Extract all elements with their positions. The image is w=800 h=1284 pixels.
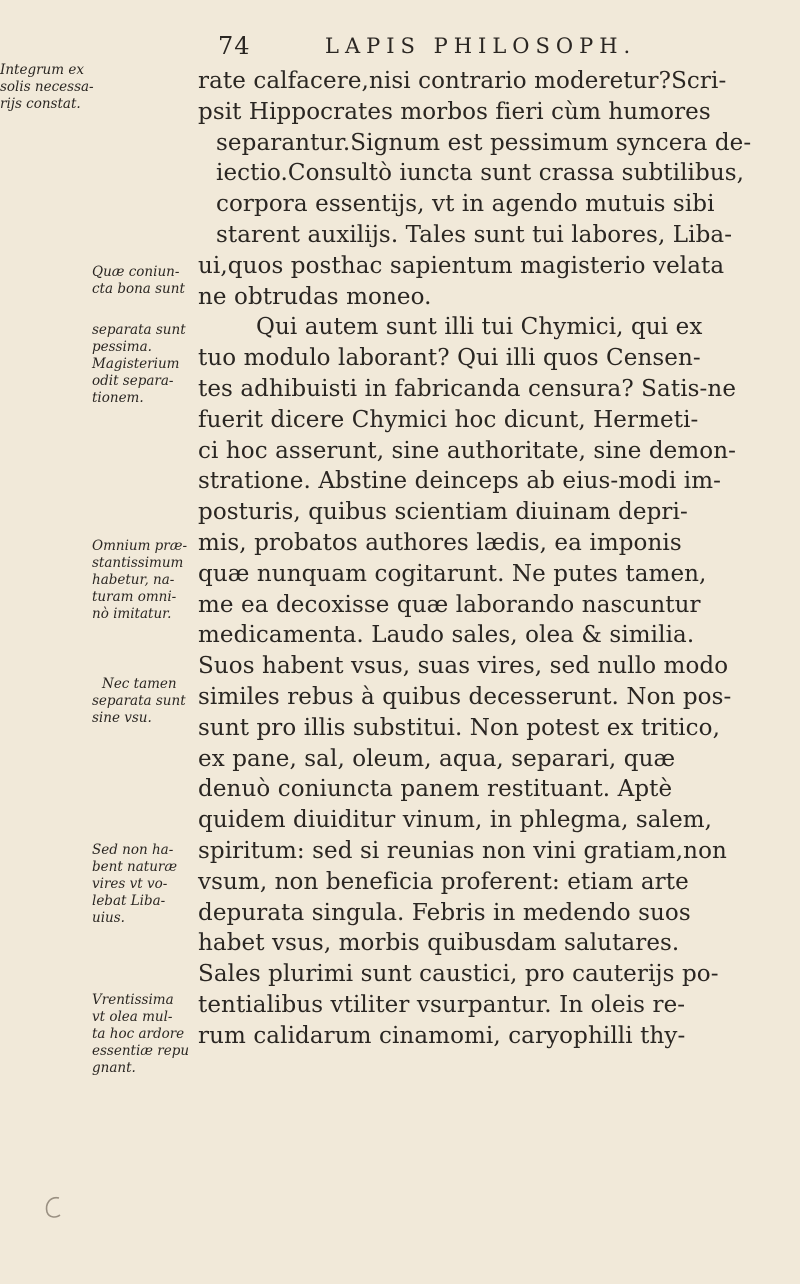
margin-line: odit separa- xyxy=(92,373,174,389)
text-line: vsum, non beneficia proferent: etiam arte xyxy=(198,868,689,895)
text-line: similes rebus à quibus decesserunt. Non pos- xyxy=(198,683,732,710)
text-line: Sales plurimi sunt caustici, pro cauterijs po- xyxy=(198,961,719,988)
text-line: rate calfacere,nisi contrario moderetur?Scri- xyxy=(198,68,727,94)
text-line: stratione. Abstine deinceps ab eius-modi im- xyxy=(198,468,722,495)
margin-line: cta bona sunt xyxy=(92,281,185,297)
margin-line: solis necessa- xyxy=(0,79,94,95)
text-line: denuò coniuncta panem restituant. Aptè xyxy=(198,776,673,803)
margin-note xyxy=(92,538,232,623)
text-line: ne obtrudas moneo. xyxy=(198,283,432,310)
text-line: separantur.Signum est pessimum syncera de- xyxy=(216,129,752,156)
margin-line: Integrum ex xyxy=(0,62,84,78)
text-line: ex pane, sal, oleum, aqua, separari, quæ xyxy=(198,745,676,772)
text-line: corpora essentijs, vt in agendo mutuis sibi xyxy=(216,191,715,218)
stray-mark-icon xyxy=(42,1192,64,1222)
text-line: quæ nunquam cogitarunt. Ne putes tamen, xyxy=(198,560,707,587)
margin-line: Magisterium xyxy=(92,356,180,372)
margin-line: lebat Liba- xyxy=(92,893,166,909)
text-line: depurata singula. Febris in medendo suos xyxy=(198,899,691,926)
margin-line: tionem. xyxy=(92,390,144,406)
margin-line: Omnium præ- xyxy=(92,538,188,554)
margin-note xyxy=(92,264,232,298)
text-line: medicamenta. Laudo sales, olea & similia. xyxy=(198,622,695,649)
margin-line: ta hoc ardore xyxy=(92,1026,185,1042)
margin-line: Nec tamen xyxy=(102,676,177,692)
margin-line: gnant. xyxy=(92,1060,136,1076)
text-line: sunt pro illis substitui. Non potest ex tritico, xyxy=(198,714,720,741)
margin-line: turam omni- xyxy=(92,589,177,605)
margin-line: habetur, na- xyxy=(92,572,175,588)
text-line: tuo modulo laborant? Qui illi quos Censen- xyxy=(198,345,701,372)
margin-line: rijs constat. xyxy=(0,96,81,112)
text-line: Suos habent vsus, suas vires, sed nullo modo xyxy=(198,653,729,680)
margin-line: vt olea mul- xyxy=(92,1009,173,1025)
margin-line: stantissimum xyxy=(92,555,184,571)
margin-line: pessima. xyxy=(92,339,152,355)
text-line: tes adhibuisti in fabricanda censura? Satis-ne xyxy=(198,375,737,402)
text-line: starent auxilijs. Tales sunt tui labores, Liba- xyxy=(216,221,733,248)
margin-line: uius. xyxy=(92,910,125,926)
margin-line: sine vsu. xyxy=(92,710,152,726)
text-line: me ea decoxisse quæ laborando nascuntur xyxy=(198,591,701,618)
main-text xyxy=(198,66,770,1052)
margin-line: bent naturæ xyxy=(92,859,178,875)
text-line: spiritum: sed si reunias non vini gratiam,non xyxy=(198,837,727,864)
running-head: LAPIS PHILOSOPH. xyxy=(325,34,637,58)
margin-line: Sed non ha- xyxy=(92,842,174,858)
margin-line: vires vt vo- xyxy=(92,876,168,892)
text-line: ui,quos posthac sapientum magisterio velata xyxy=(198,252,725,279)
margin-note xyxy=(92,992,232,1077)
margin-line: Vrentissima xyxy=(92,992,174,1008)
text-line: rum calidarum cinamomi, caryophilli thy- xyxy=(198,1022,686,1049)
text-line: habet vsus, morbis quibusdam salutares. xyxy=(198,930,680,957)
text-line: quidem diuiditur vinum, in phlegma, salem, xyxy=(198,807,713,834)
margin-line: separata sunt xyxy=(92,693,186,709)
page-number: 74 xyxy=(218,32,251,60)
margin-note xyxy=(92,842,232,927)
margin-line: separata sunt xyxy=(92,322,186,338)
text-line: tentialibus vtiliter vsurpantur. In oleis re- xyxy=(198,991,686,1018)
text-line: fuerit dicere Chymici hoc dicunt, Hermeti- xyxy=(198,406,699,433)
page-header xyxy=(0,32,800,66)
margin-note xyxy=(92,322,232,407)
margin-line: nò imitatur. xyxy=(92,606,172,622)
margin-line: Quæ coniun- xyxy=(92,264,180,280)
margin-note xyxy=(92,676,232,727)
text-line: psit Hippocrates morbos fieri cùm humores xyxy=(198,98,711,125)
text-line: Qui autem sunt illi tui Chymici, qui ex xyxy=(256,314,703,341)
text-line: iectio.Consultò iuncta sunt crassa subtilibus, xyxy=(216,160,745,187)
margin-note xyxy=(0,62,140,113)
margin-line: essentiæ repu xyxy=(92,1043,190,1059)
text-line: mis, probatos authores lædis, ea imponis xyxy=(198,529,682,556)
text-line: posturis, quibus scientiam diuinam depri- xyxy=(198,499,688,526)
text-line: ci hoc asserunt, sine authoritate, sine demon- xyxy=(198,437,736,464)
